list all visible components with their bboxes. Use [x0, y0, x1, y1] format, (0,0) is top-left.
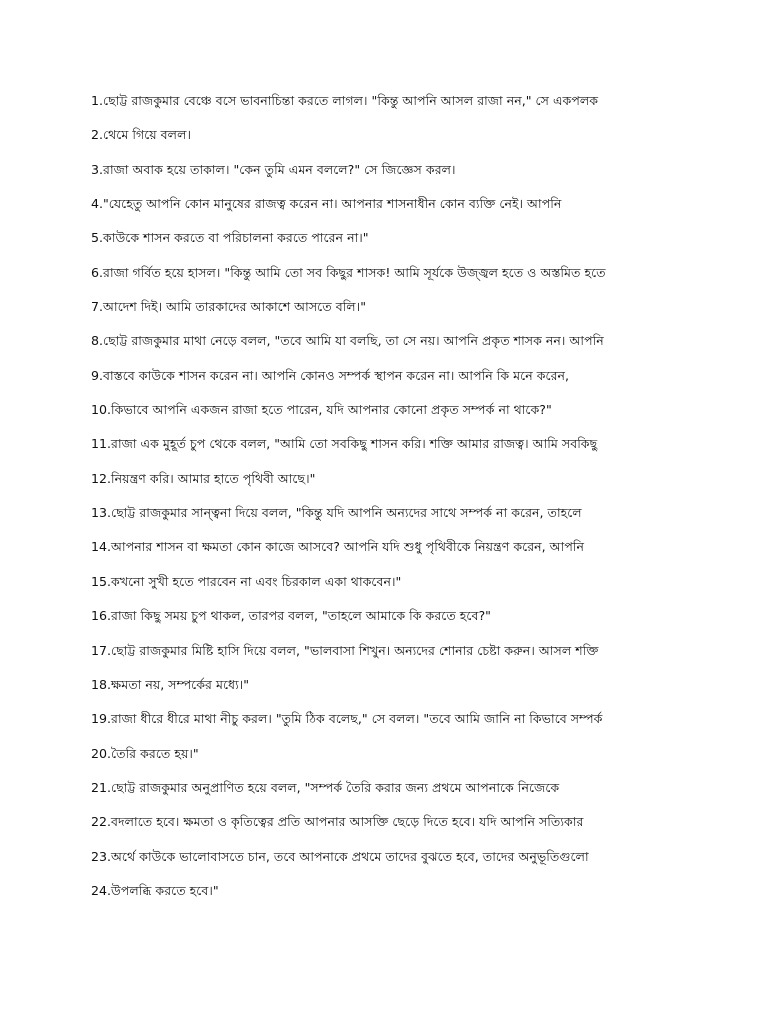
text-line-22: 22.বদলাতে হবে। ক্ষমতা ও কৃতিত্বের প্রতি আপনার আসক্তি ছেড়ে দিতে হবে। যদি আপনি সত্যিকার: [91, 814, 584, 830]
text-line-9: 9.বাস্তবে কাউকে শাসন করেন না। আপনি কোনও সম্পর্ক স্থাপন করেন না। আপনি কি মনে করেন,: [91, 367, 570, 383]
text-line-17: 17.ছোট্ট রাজকুমার মিষ্টি হাসি দিয়ে বলল, "ভালবাসা শিখুন। অন্যদের শোনার চেষ্টা করুন। আসল শক্তি: [91, 642, 599, 658]
text-line-21: 21.ছোট্ট রাজকুমার অনুপ্রাণিত হয়ে বলল, "সম্পর্ক তৈরি করার জন্য প্রথমে আপনাকে নিজেকে: [91, 779, 560, 795]
text-line-1: 1.ছোট্ট রাজকুমার বেঞ্চে বসে ভাবনাচিন্তা করতে লাগল। "কিন্তু আপনি আসল রাজা নন," সে একপলক: [91, 93, 599, 108]
text-line-10: 10.কিভাবে আপনি একজন রাজা হতে পারেন, যদি আপনার কোনো প্রকৃত সম্পর্ক না থাকে?": [91, 402, 552, 418]
text-line-12: 12.নিয়ন্ত্রণ করি। আমার হাতে পৃথিবী আছে।": [91, 470, 316, 486]
text-line-13: 13.ছোট্ট রাজকুমার সান্ত্বনা দিয়ে বলল, "কিন্তু যদি আপনি অন্যদের সাথে সম্পর্ক না করেন, তাহলে: [91, 505, 582, 521]
text-line-16: 16.রাজা কিছু সময় চুপ থাকল, তারপর বলল, "তাহলে আমাকে কি করতে হবে?": [91, 608, 491, 624]
text-line-20: 20.তৈরি করতে হয়।": [91, 745, 199, 761]
text-line-5: 5.কাউকে শাসন করতে বা পরিচালনা করতে পারেন না।": [91, 230, 369, 246]
text-line-6: 6.রাজা গর্বিত হয়ে হাসল। "কিন্তু আমি তো সব কিছুর শাসক! আমি সূর্যকে উজ্জ্বল হতে ও অস্তমিত হতে: [91, 264, 606, 280]
text-line-2: 2.থেমে গিয়ে বলল।: [91, 127, 191, 143]
document-text-lines: [91, 88, 721, 912]
text-line-3: 3.রাজা অবাক হয়ে তাকাল। "কেন তুমি এমন বললে?" সে জিজ্ঞেস করল।: [91, 161, 456, 177]
text-line-23: 23.অর্থে কাউকে ভালোবাসতে চান, তবে আপনাকে প্রথমে তাদের বুঝতে হবে, তাদের অনুভূতিগুলো: [91, 848, 589, 864]
text-line-14: 14.আপনার শাসন বা ক্ষমতা কোন কাজে আসবে? আপনি যদি শুধু পৃথিবীকে নিয়ন্ত্রণ করেন, আপনি: [91, 539, 585, 555]
text-line-24: 24.উপলব্ধি করতে হবে।": [91, 882, 219, 898]
text-line-19: 19.রাজা ধীরে ধীরে মাথা নীচু করল। "তুমি ঠিক বলেছ," সে বলল। "তবে আমি জানি না কিভাবে সম্পর্ক: [91, 711, 603, 727]
text-line-18: 18.ক্ষমতা নয়, সম্পর্কের মধ্যে।": [91, 676, 250, 692]
text-line-11: 11.রাজা এক মুহূর্ত চুপ থেকে বলল, "আমি তো সবকিছু শাসন করি। শক্তি আমার রাজত্ব। আমি সবকিছু: [91, 436, 598, 452]
text-line-4: 4."যেহেতু আপনি কোন মানুষের রাজত্ব করেন না। আপনার শাসনাধীন কোন ব্যক্তি নেই। আপনি: [91, 196, 562, 212]
text-line-7: 7.আদেশ দিই। আমি তারকাদের আকাশে আসতে বলি।": [91, 299, 366, 315]
text-line-8: 8.ছোট্ট রাজকুমার মাথা নেড়ে বলল, "তবে আমি যা বলছি, তা সে নয়। আপনি প্রকৃত শাসক নন। আপনি: [91, 333, 604, 349]
text-line-15: 15.কখনো সুখী হতে পারবেন না এবং চিরকাল একা থাকবেন।": [91, 573, 402, 589]
